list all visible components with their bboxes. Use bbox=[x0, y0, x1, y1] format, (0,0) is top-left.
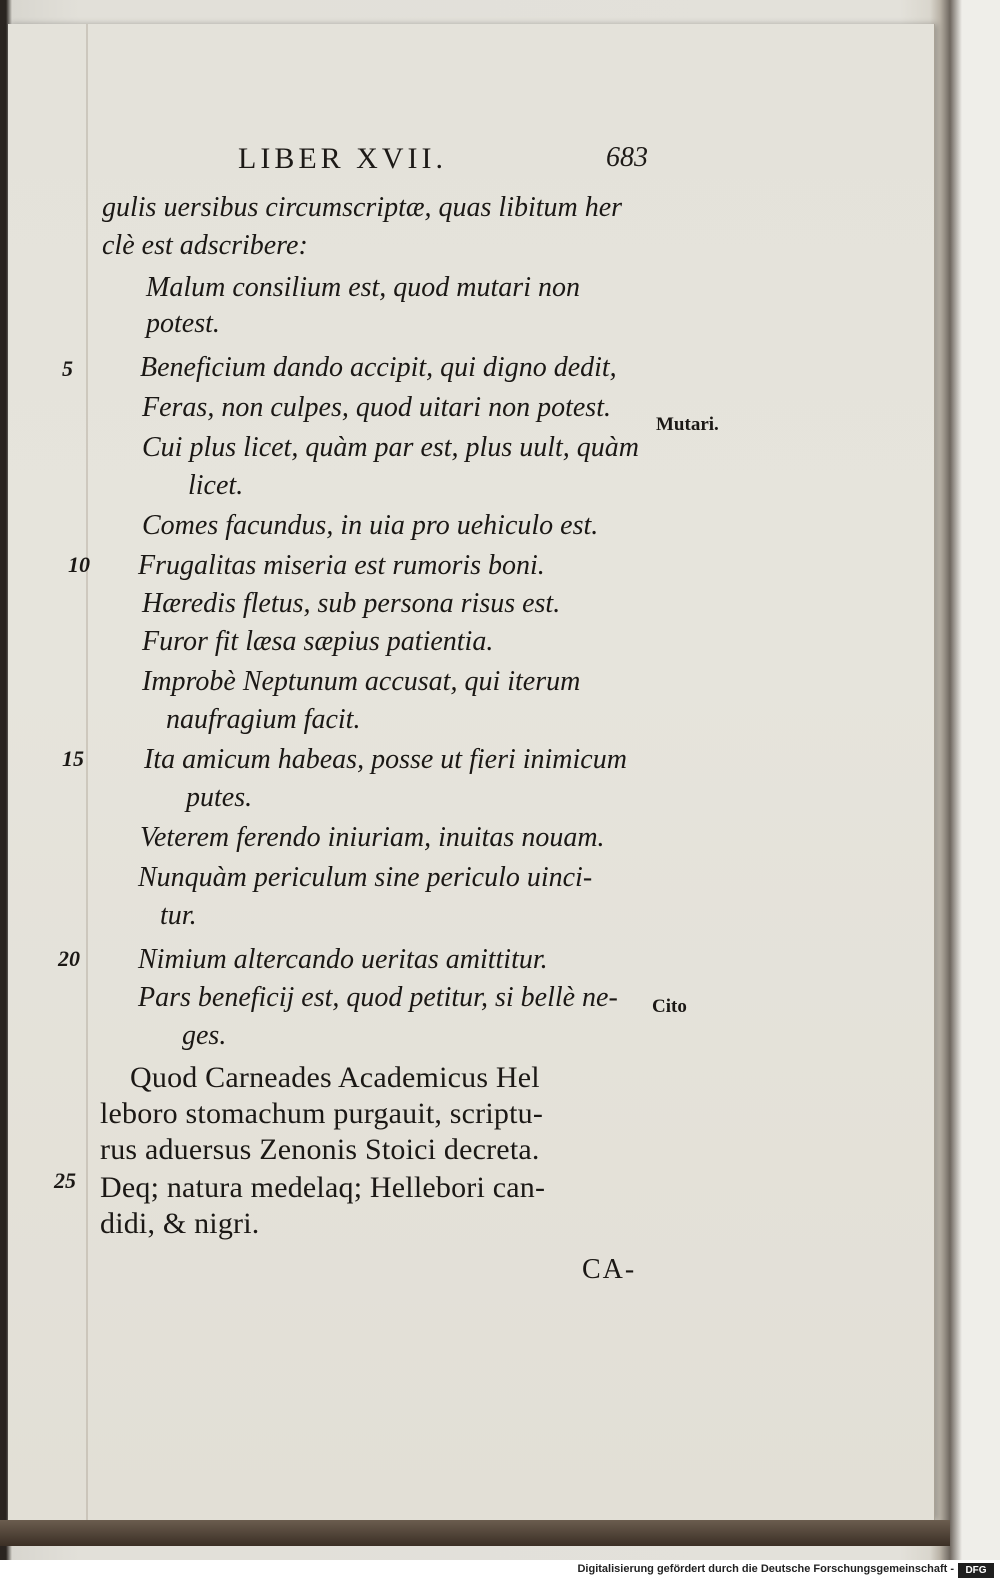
marginal-note: Mutari. bbox=[656, 414, 719, 435]
margin-line-number: 15 bbox=[62, 746, 84, 771]
margin-line-number: 5 bbox=[62, 356, 73, 381]
text-line: Quod Carneades Academicus Hel bbox=[130, 1061, 540, 1094]
funding-notice: Digitalisierung gefördert durch die Deutsche Forschungsgemeinschaft - bbox=[577, 1563, 954, 1575]
text-line: rus aduersus Zenonis Stoici decreta. bbox=[100, 1133, 540, 1166]
text-line: potest. bbox=[146, 308, 220, 339]
text-line: naufragium facit. bbox=[166, 704, 361, 735]
text-line: Furor fit læsa sæpius patientia. bbox=[142, 626, 494, 657]
text-line: Hæredis fletus, sub persona risus est. bbox=[142, 588, 561, 619]
marginal-note: Cito bbox=[652, 996, 687, 1017]
text-line: putes. bbox=[186, 782, 253, 813]
text-line: Cui plus licet, quàm par est, plus uult, quàm bbox=[142, 432, 639, 463]
text-line: Malum consilium est, quod mutari non bbox=[146, 272, 580, 303]
text-line: Veterem ferendo iniuriam, inuitas nouam. bbox=[140, 822, 605, 853]
text-line: Ita amicum habeas, posse ut fieri inimicum bbox=[144, 744, 627, 775]
text-line: licet. bbox=[188, 470, 244, 501]
text-line: Frugalitas miseria est rumoris boni. bbox=[138, 550, 545, 581]
text-line: clè est adscribere: bbox=[102, 230, 308, 261]
page-number: 683 bbox=[606, 142, 648, 173]
margin-line-number: 10 bbox=[68, 552, 90, 577]
text-line: didi, & nigri. bbox=[100, 1207, 260, 1240]
footer-bar bbox=[0, 1560, 1000, 1582]
margin-line-number: 20 bbox=[58, 946, 80, 971]
running-head: LIBER XVII. bbox=[238, 142, 447, 175]
text-line: ges. bbox=[182, 1020, 227, 1051]
text-line: Improbè Neptunum accusat, qui iterum bbox=[142, 666, 581, 697]
text-line: leboro stomachum purgauit, scriptu- bbox=[100, 1097, 544, 1130]
page-crease bbox=[86, 24, 88, 1520]
text-line: Feras, non culpes, quod uitari non potest. bbox=[142, 392, 611, 423]
dfg-logo: DFG bbox=[958, 1563, 994, 1578]
text-line: Deq; natura medelaq; Hellebori can- bbox=[100, 1171, 546, 1204]
text-line: Pars beneficij est, quod petitur, si bellè ne- bbox=[138, 982, 618, 1013]
page-header bbox=[238, 142, 648, 182]
text-line: gulis uersibus circumscriptæ, quas libitum her bbox=[102, 192, 623, 223]
text-line: Nimium altercando ueritas amittitur. bbox=[138, 944, 548, 975]
catchword: CA- bbox=[582, 1254, 637, 1285]
text-line: tur. bbox=[160, 900, 197, 931]
margin-line-number: 25 bbox=[54, 1168, 76, 1193]
text-line: Beneficium dando accipit, qui digno dedit, bbox=[140, 352, 617, 383]
text-line: Nunquàm periculum sine periculo uinci- bbox=[138, 862, 593, 893]
book-edge bbox=[0, 1520, 950, 1546]
text-line: Comes facundus, in uia pro uehiculo est. bbox=[142, 510, 599, 541]
